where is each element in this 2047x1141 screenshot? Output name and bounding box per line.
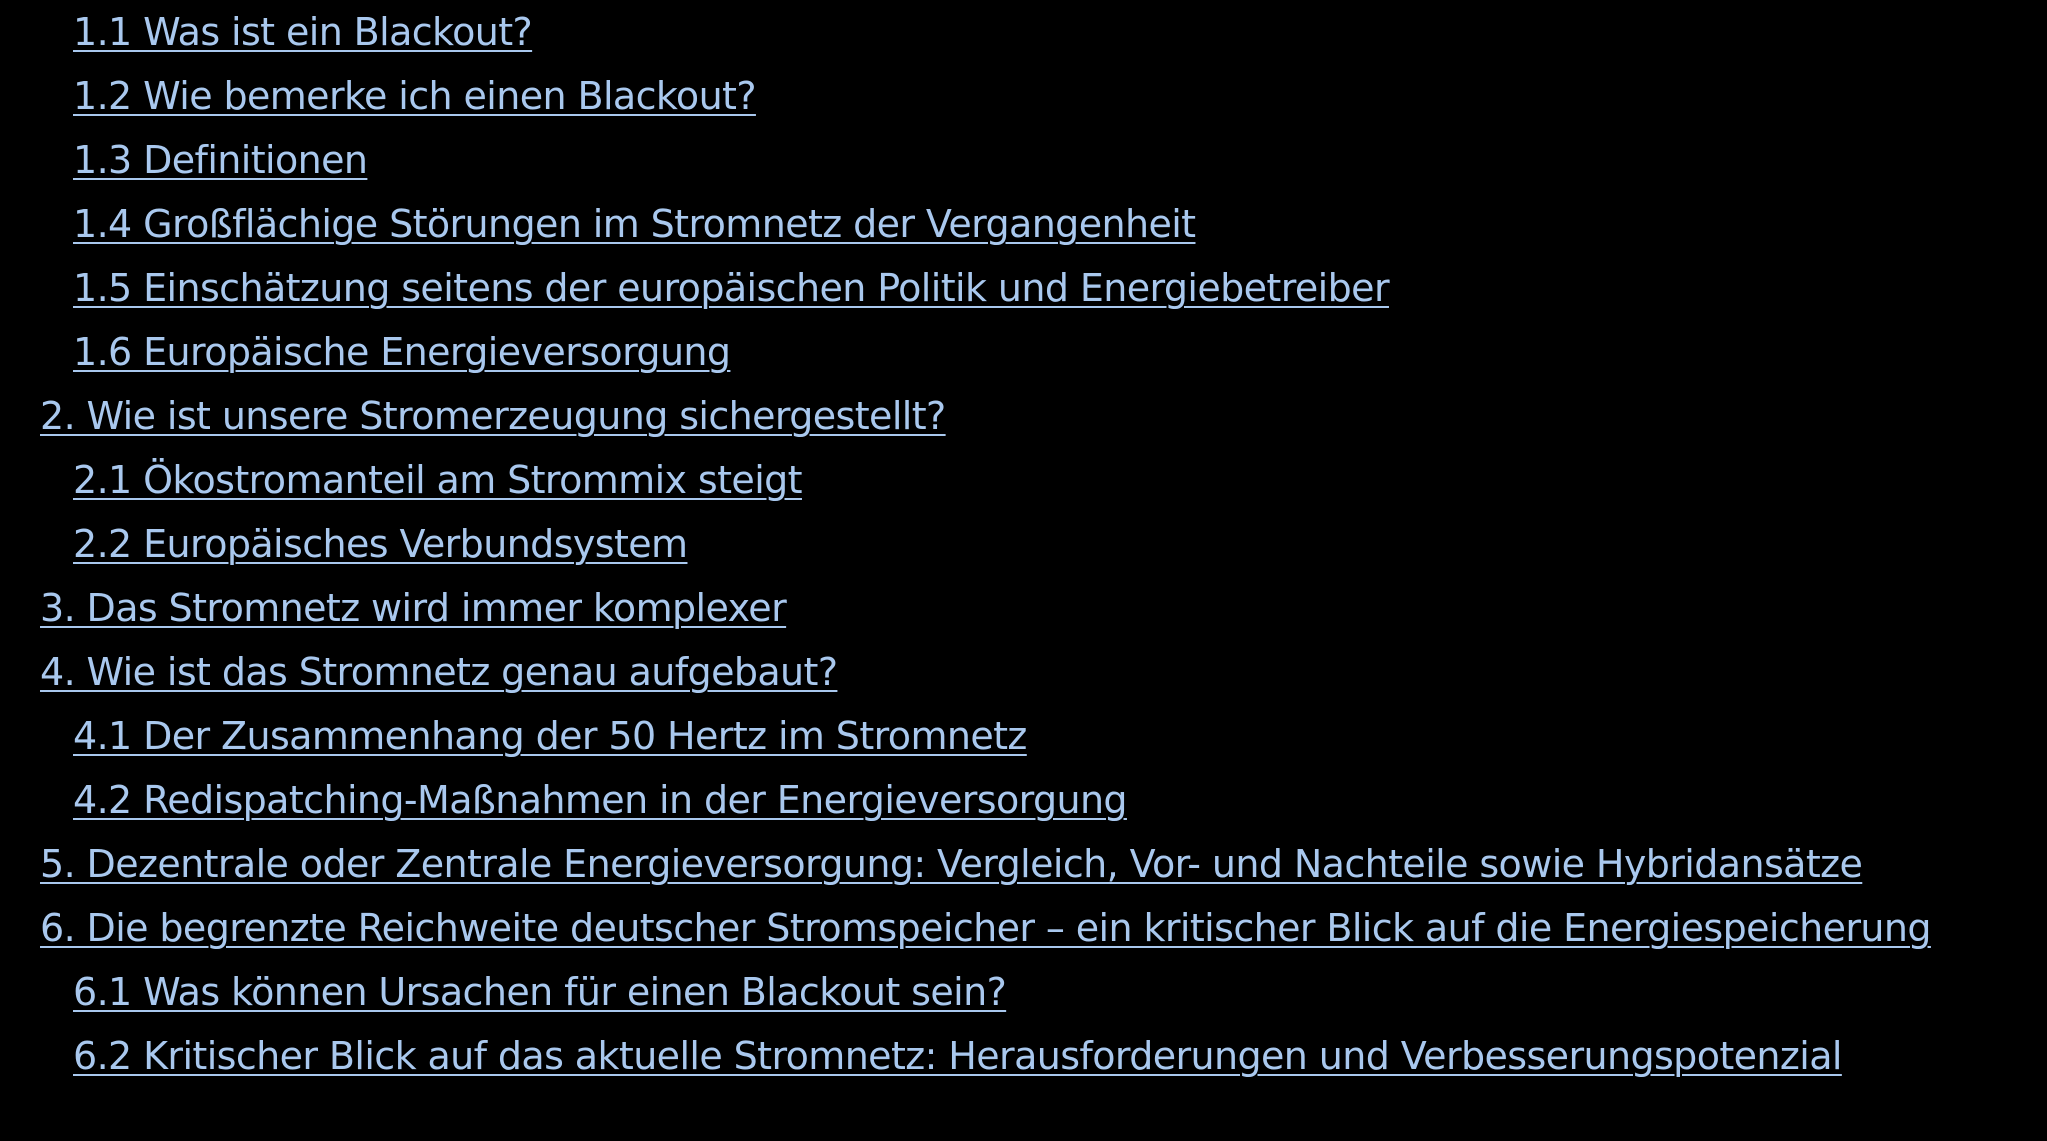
- toc-item: [0, 448, 2047, 512]
- toc-item: [0, 64, 2047, 128]
- toc-link[interactable]: 1.4 Großflächige Störungen im Stromnetz der Vergangenheit: [73, 202, 1196, 246]
- toc-item: [0, 128, 2047, 192]
- toc-link[interactable]: 4.1 Der Zusammenhang der 50 Hertz im Stromnetz: [73, 714, 1027, 758]
- toc-item: [0, 896, 2047, 960]
- toc-link[interactable]: 1.1 Was ist ein Blackout?: [73, 10, 533, 54]
- toc-item: [0, 0, 2047, 64]
- toc-link[interactable]: 6.2 Kritischer Blick auf das aktuelle Stromnetz: Herausforderungen und Verbesserungspotenzial: [73, 1034, 1842, 1078]
- toc-item: [0, 1024, 2047, 1088]
- toc-link[interactable]: 1.3 Definitionen: [73, 138, 368, 182]
- toc-link[interactable]: 4. Wie ist das Stromnetz genau aufgebaut?: [40, 650, 838, 694]
- toc-item: [0, 768, 2047, 832]
- toc-item: [0, 256, 2047, 320]
- toc-link[interactable]: 1.6 Europäische Energieversorgung: [73, 330, 731, 374]
- toc-item: [0, 640, 2047, 704]
- toc-link[interactable]: 4.2 Redispatching-Maßnahmen in der Energieversorgung: [73, 778, 1127, 822]
- toc-item: [0, 192, 2047, 256]
- toc-item: [0, 512, 2047, 576]
- toc-link[interactable]: 5. Dezentrale oder Zentrale Energieversorgung: Vergleich, Vor- und Nachteile sowie Hybridansätze: [40, 842, 1863, 886]
- toc-link[interactable]: 2. Wie ist unsere Stromerzeugung sichergestellt?: [40, 394, 946, 438]
- toc-link[interactable]: 1.5 Einschätzung seitens der europäischen Politik und Energiebetreiber: [73, 266, 1389, 310]
- toc-link[interactable]: 3. Das Stromnetz wird immer komplexer: [40, 586, 787, 630]
- toc-link[interactable]: 2.2 Europäisches Verbundsystem: [73, 522, 688, 566]
- toc-item: [0, 576, 2047, 640]
- toc-item: [0, 704, 2047, 768]
- toc-item: [0, 384, 2047, 448]
- toc-link[interactable]: 6. Die begrenzte Reichweite deutscher Stromspeicher – ein kritischer Blick auf die Energiespeicherung: [40, 906, 1931, 950]
- toc-item: [0, 320, 2047, 384]
- toc-item: [0, 960, 2047, 1024]
- toc-item: [0, 832, 2047, 896]
- toc-link[interactable]: 6.1 Was können Ursachen für einen Blackout sein?: [73, 970, 1007, 1014]
- toc-link[interactable]: 1.2 Wie bemerke ich einen Blackout?: [73, 74, 756, 118]
- toc-link[interactable]: 2.1 Ökostromanteil am Strommix steigt: [73, 458, 802, 502]
